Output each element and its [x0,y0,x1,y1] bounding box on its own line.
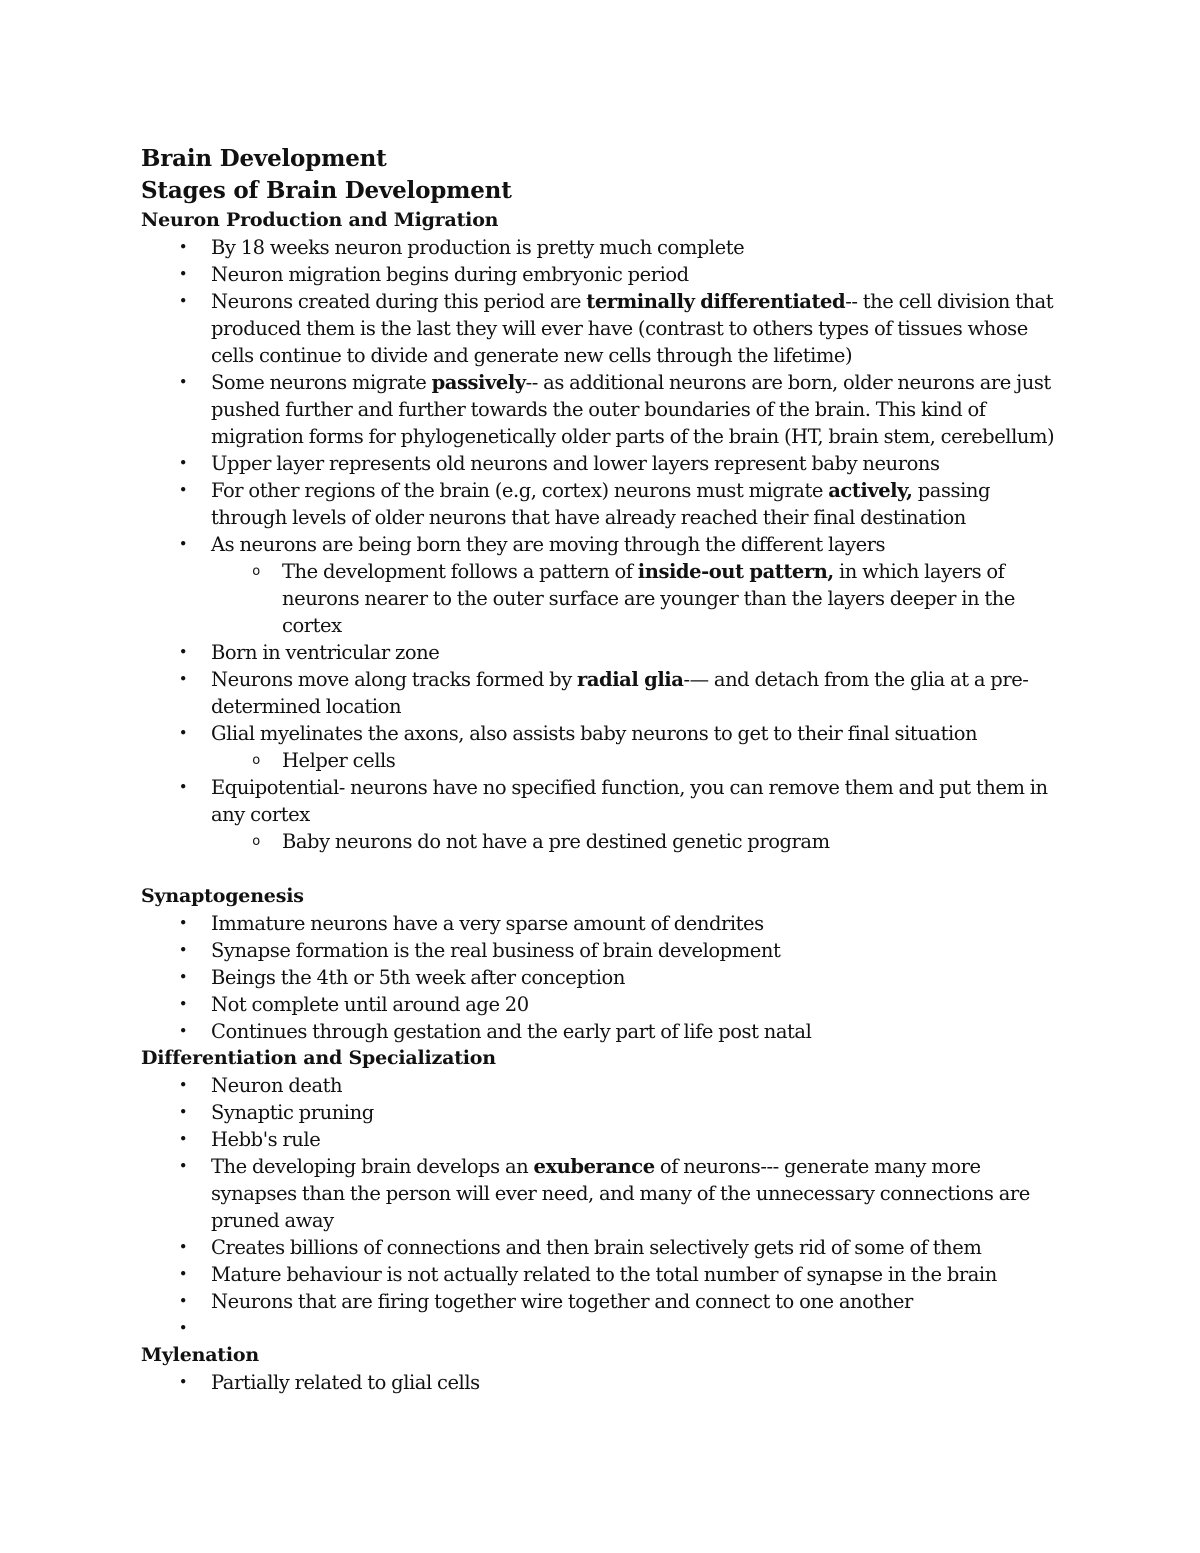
list-item: • Neuron death [211,1072,1071,1099]
list-item: • Born in ventricular zone [211,639,1071,666]
bullet-icon: • [178,1238,188,1256]
section-heading-neuron-production: Neuron Production and Migration [141,209,499,231]
list-item: • Immature neurons have a very sparse amount of dendrites [211,910,1071,937]
neuron-production-list [141,234,1071,855]
bullet-icon: • [178,373,188,391]
term-exuberance: exuberance [533,1155,655,1178]
list-item: • Equipotential- neurons have no specified function, you can remove them and put them in any cortex o Baby neurons do not have a pre destined genetic program [211,774,1071,855]
section-heading-synaptogenesis: Synaptogenesis [141,885,304,907]
term-radial-glia: radial glia [577,668,684,691]
bullet-icon: • [178,778,188,796]
bullet-icon: • [178,1103,188,1121]
sub-list [211,558,1071,639]
sub-bullet-icon: o [252,753,260,768]
list-item: • Neurons move along tracks formed by radial glia-— and detach from the glia at a pre-determined location [211,666,1071,720]
sub-list-item: o Helper cells [282,747,1071,774]
list-item: • The developing brain develops an exuberance of neurons--- generate many more synapses than the person will ever need, and many of the unnecessary connections are pruned away [211,1153,1071,1234]
term-passively: passively [431,371,526,394]
term-terminally-differentiated: terminally differentiated [586,290,846,313]
list-item: • Neurons that are firing together wire together and connect to one another [211,1288,1071,1315]
bullet-icon: • [178,1022,188,1040]
bullet-icon: • [178,1157,188,1175]
bullet-icon: • [178,535,188,553]
bullet-icon: • [178,968,188,986]
bullet-icon: • [178,265,188,283]
bullet-icon: • [178,670,188,688]
list-item: • Synapse formation is the real business of brain development [211,937,1071,964]
bullet-icon: • [178,454,188,472]
section-heading-differentiation: Differentiation and Specialization [141,1047,496,1069]
bullet-icon: • [178,643,188,661]
blank-line [141,855,1071,883]
document-title: Brain Development [141,145,387,172]
list-item: • Continues through gestation and the early part of life post natal [211,1018,1071,1045]
list-item: • Partially related to glial cells [211,1369,1071,1396]
list-item: • Synaptic pruning [211,1099,1071,1126]
bullet-icon: • [178,481,188,499]
sub-bullet-icon: o [252,564,260,579]
list-item: • For other regions of the brain (e.g, cortex) neurons must migrate actively, passing through levels of older neurons that have already reached their final destination [211,477,1071,531]
sub-list-item: o The development follows a pattern of inside-out pattern, in which layers of neurons nearer to the outer surface are younger than the layers deeper in the cortex [282,558,1071,639]
document-page [141,143,1071,1396]
bullet-icon: • [178,292,188,310]
bullet-icon: • [178,1292,188,1310]
bullet-icon: • [178,1373,188,1391]
bullet-icon: • [178,1076,188,1094]
list-item: • Neurons created during this period are terminally differentiated-- the cell division that produced them is the last they will ever have (contrast to others types of tissues whose cells continue to divide and generate new cells through the lifetime) [211,288,1071,369]
sub-list [211,828,1071,855]
list-item: • Neuron migration begins during embryonic period [211,261,1071,288]
list-item: • Creates billions of connections and then brain selectively gets rid of some of them [211,1234,1071,1261]
list-item: • Some neurons migrate passively-- as additional neurons are born, older neurons are just pushed further and further towards the outer boundaries of the brain. This kind of migration forms for phylogenetically older parts of the brain (HT, brain stem, cerebellum) [211,369,1071,450]
empty-list-item [178,1315,1071,1342]
sub-list [211,747,1071,774]
list-item: • Mature behaviour is not actually related to the total number of synapse in the brain [211,1261,1071,1288]
list-item: • Not complete until around age 20 [211,991,1071,1018]
list-item: • Beings the 4th or 5th week after conception [211,964,1071,991]
bullet-icon: • [178,724,188,742]
section-heading-mylenation: Mylenation [141,1344,259,1366]
term-inside-out-pattern: inside-out pattern, [637,560,834,583]
synaptogenesis-list [141,910,1071,1045]
list-item: • Glial myelinates the axons, also assists baby neurons to get to their final situation o Helper cells [211,720,1071,774]
sub-bullet-icon: o [252,834,260,849]
list-item: • Hebb's rule [211,1126,1071,1153]
differentiation-list [141,1072,1071,1342]
sub-list-item: o Baby neurons do not have a pre destined genetic program [282,828,1071,855]
bullet-icon: • [178,914,188,932]
term-actively: actively, [828,479,913,502]
mylenation-list [141,1369,1071,1396]
list-item: • As neurons are being born they are moving through the different layers o The development follows a pattern of inside-out pattern, in which layers of neurons nearer to the outer surface are younger than the layers deeper in the cortex [211,531,1071,639]
bullet-icon: • [178,941,188,959]
bullet-icon: • [178,238,188,256]
bullet-icon: • [178,1130,188,1148]
bullet-icon: • [178,1319,188,1337]
document-subtitle: Stages of Brain Development [141,177,512,204]
list-item: • Upper layer represents old neurons and lower layers represent baby neurons [211,450,1071,477]
bullet-icon: • [178,995,188,1013]
bullet-icon: • [178,1265,188,1283]
list-item: • By 18 weeks neuron production is pretty much complete [211,234,1071,261]
